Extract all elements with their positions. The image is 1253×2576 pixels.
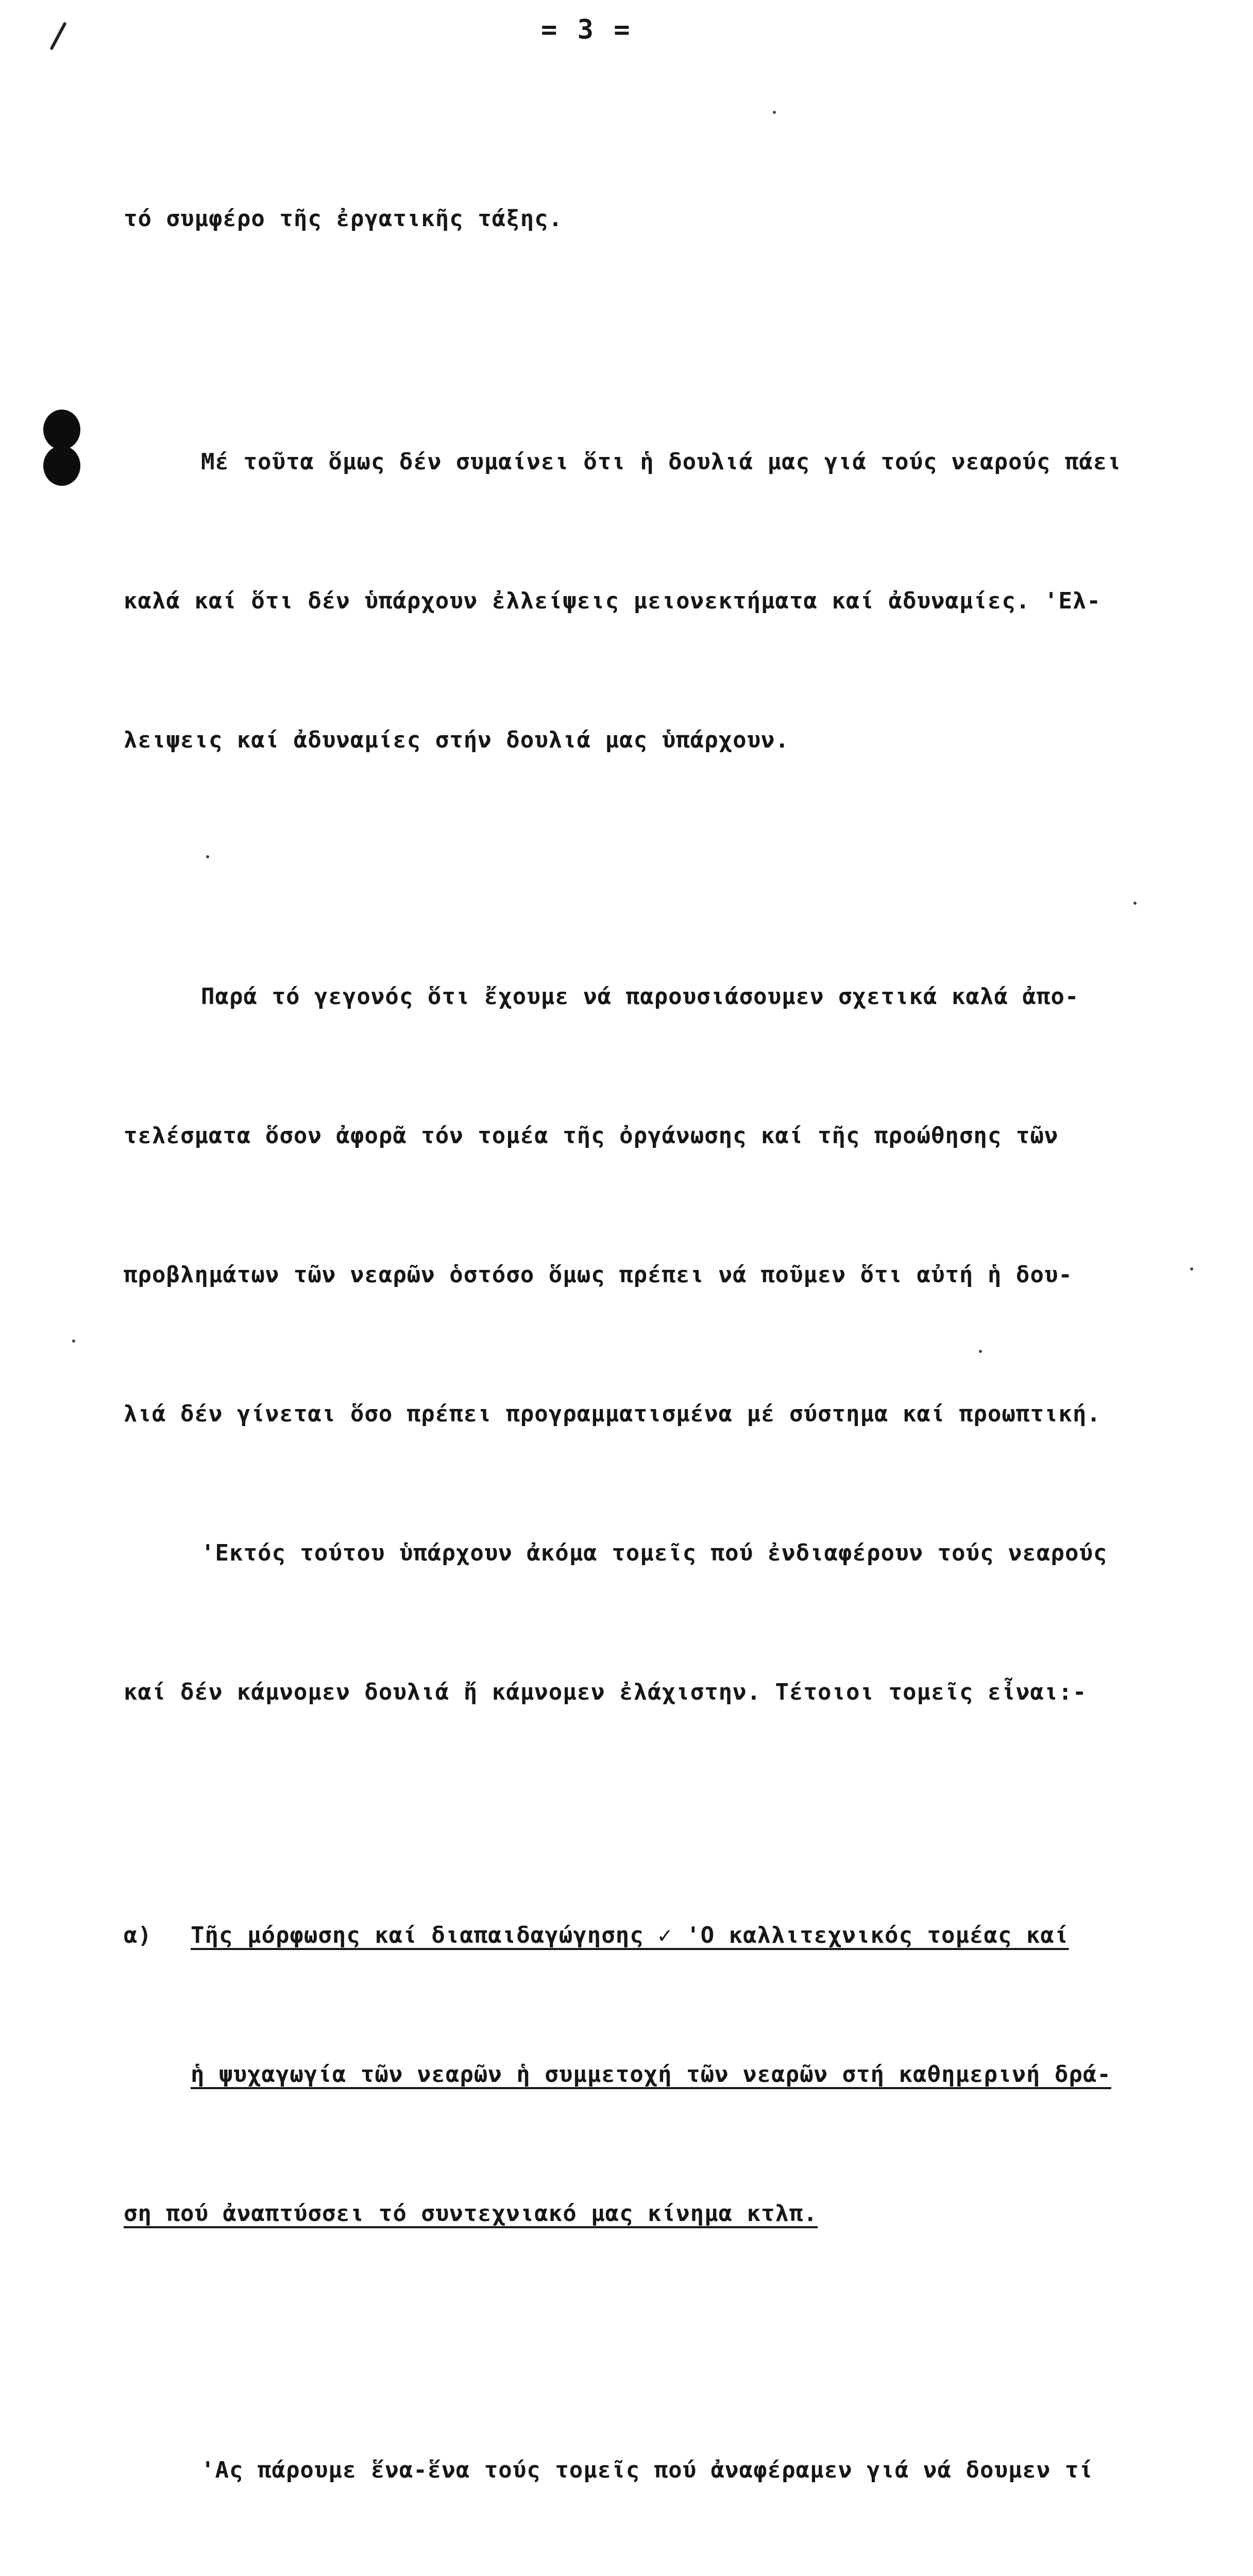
text-line: Παρά τό γεγονός ὅτι ἔχουμε νά παρουσιάσουμεν σχετικά καλά ἀπο- <box>201 984 1079 1010</box>
corner-pen-mark <box>49 22 66 50</box>
text-line: τό συμφέρο τῆς ἐργατικῆς τάξης. <box>124 206 563 232</box>
punch-hole-upper <box>43 410 80 450</box>
scan-speck <box>72 1340 75 1343</box>
paragraph-1 <box>124 103 1226 335</box>
list-marker: α) <box>124 1922 152 1948</box>
text-line: ση πού ἀναπτύσσει τό συντεχνιακό μας κίνημα κτλπ. <box>124 2200 818 2227</box>
text-line: προβλημάτων τῶν νεαρῶν ὁστόσο ὅμως πρέπει νά ποῦμεν ὅτι αὐτή ἡ δου- <box>124 1262 1073 1288</box>
text-line: 'Ας πάρουμε ἕνα-ἕνα τούς τομεῖς πού ἀναφέραμεν γιά νά δουμεν τί <box>201 2457 1093 2483</box>
scan-speck <box>206 855 209 858</box>
text-line: λιά δέν γίνεται ὅσο πρέπει προγραμματισμένα μέ σύστημα καί προωπτική. <box>124 1401 1101 1427</box>
text-line: τελέσματα ὅσον ἀφορᾶ τόν τομέα τῆς ὀργάνωσης καί τῆς προώθησης τῶν <box>124 1123 1059 1149</box>
text-line: λειψεις καί ἀδυναμίες στήν δουλιά μας ὑπάρχουν. <box>124 727 790 753</box>
punch-hole-mark <box>43 410 80 487</box>
text-line: 'Εκτός τούτου ὑπάρχουν ἀκόμα τομεῖς πού ἐνδιαφέρουν τούς νεαρούς <box>201 1540 1108 1566</box>
text-line: Τῆς μόρφωσης καί διαπαιδαγώγησης ✓ 'Ο καλλιτεχνικός τομέας καί <box>191 1922 1069 1948</box>
scan-speck <box>773 111 776 114</box>
list-item-a <box>124 1820 1226 2330</box>
scan-speck <box>979 1350 982 1353</box>
punch-hole-lower <box>43 446 80 486</box>
scan-speck <box>1133 902 1137 905</box>
paragraph-3 <box>124 881 1226 1808</box>
text-line: Μέ τοῦτα ὅμως δέν συμαίνει ὅτι ἡ δουλιά μας γιά τούς νεαρούς πάει <box>201 449 1122 475</box>
paragraph-5 <box>124 2354 1226 2576</box>
paragraph-2 <box>124 346 1226 856</box>
page-number: = 3 = <box>541 14 632 45</box>
text-line: καί δέν κάμνομεν δουλιά ἤ κάμνομεν ἐλάχιστην. Τέτοιοι τομεῖς εἶναι:- <box>124 1679 1087 1705</box>
text-line: ἡ ψυχαγωγία τῶν νεαρῶν ἡ συμμετοχή τῶν νεαρῶν στή καθημερινή δρά- <box>191 2061 1111 2088</box>
document-body <box>124 103 1226 2576</box>
scan-speck <box>1190 1267 1193 1270</box>
text-line: καλά καί ὅτι δέν ὑπάρχουν ἐλλείψεις μειονεκτήματα καί ἀδυναμίες. 'Ελ- <box>124 588 1101 614</box>
